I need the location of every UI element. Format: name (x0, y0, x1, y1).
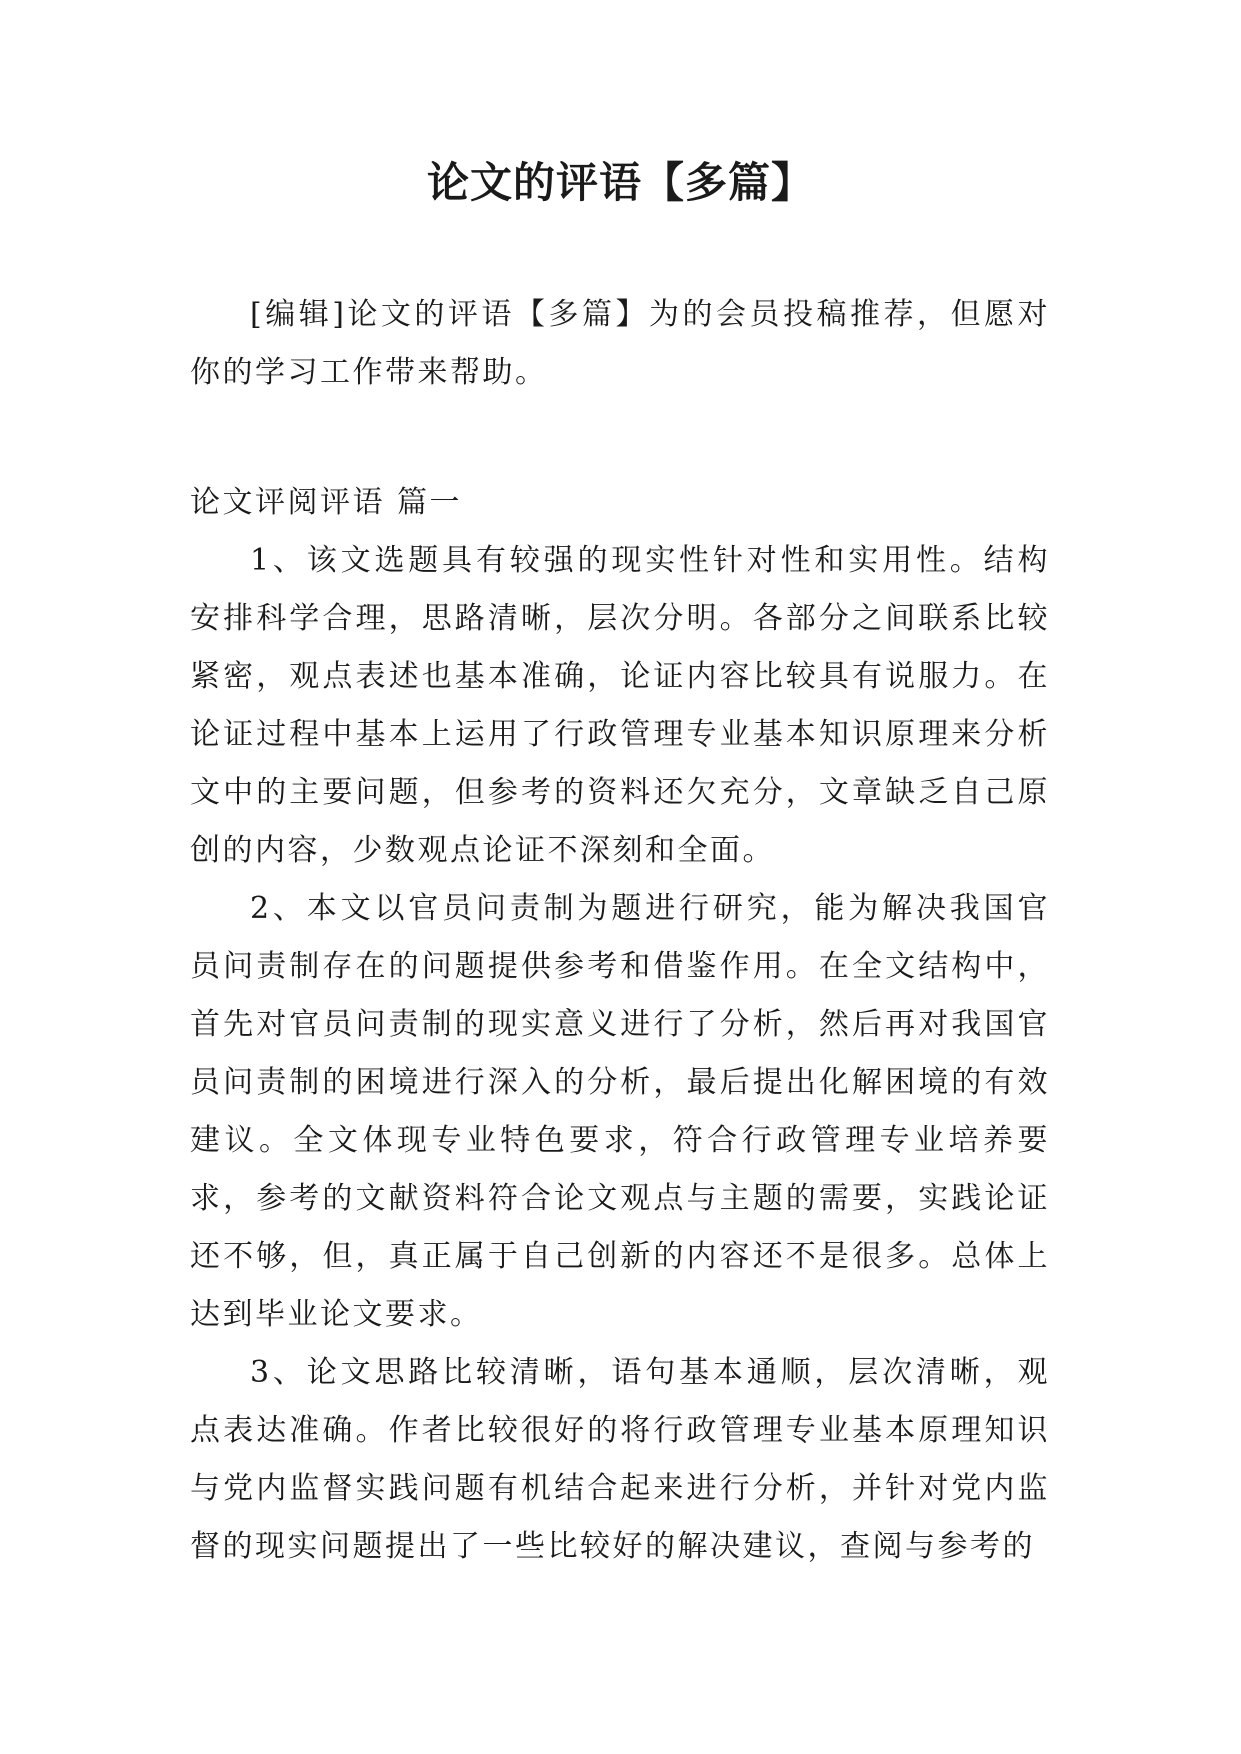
intro-paragraph: [编辑]论文的评语【多篇】为的会员投稿推荐，但愿对你的学习工作带来帮助。 (190, 297, 1050, 390)
document-title: 论文的评语【多篇】 (426, 158, 814, 207)
section-heading: 论文评阅评语 篇一 (190, 485, 463, 520)
document-body (190, 286, 1050, 1576)
body-paragraph: 2、本文以官员问责制为题进行研究，能为解决我国官员问责制存在的问题提供参考和借鉴作用。在全文结构中，首先对官员问责制的现实意义进行了分析，然后再对我国官员问责制的困境进行深入的分析，最后提出化解困境的有效建议。全文体现专业特色要求，符合行政管理专业培养要求，参考的文献资料符合论文观点与主题的需要，实践论证还不够，但，真正属于自己创新的内容还不是很多。总体上达到毕业论文要求。 (190, 891, 1050, 1332)
body-paragraph: 3、论文思路比较清晰，语句基本通顺，层次清晰，观点表达准确。作者比较很好的将行政管理专业基本原理知识与党内监督实践问题有机结合起来进行分析，并针对党内监督的现实问题提出了一些比较好的解决建议，查阅与参考的 (190, 1355, 1050, 1564)
body-paragraph: 1、该文选题具有较强的现实性针对性和实用性。结构安排科学合理，思路清晰，层次分明。各部分之间联系比较紧密，观点表述也基本准确，论证内容比较具有说服力。在论证过程中基本上运用了行政管理专业基本知识原理来分析文中的主要问题，但参考的资料还欠充分，文章缺乏自己原创的内容，少数观点论证不深刻和全面。 (190, 543, 1050, 868)
